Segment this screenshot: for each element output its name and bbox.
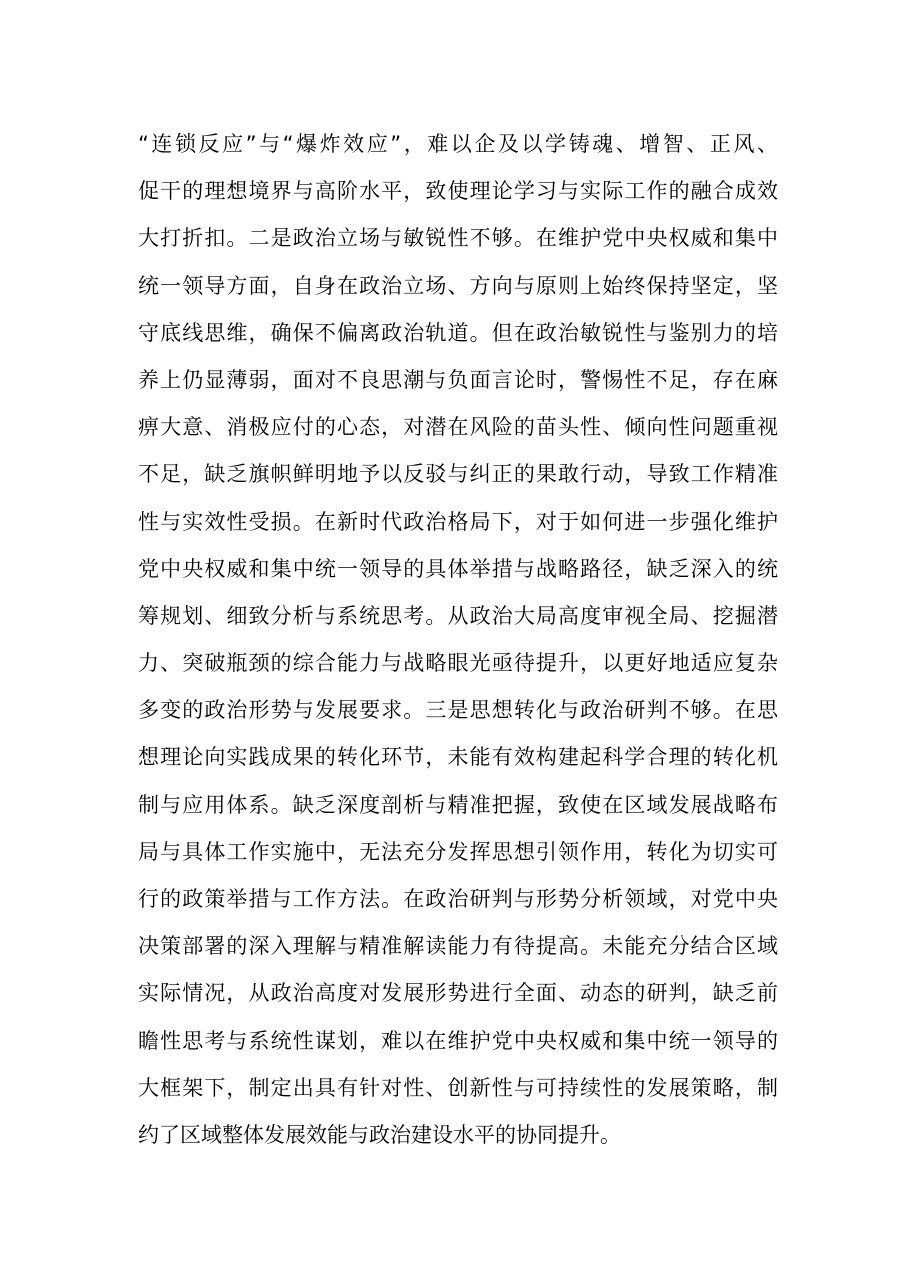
text-line: 大框架下，制定出具有针对性、创新性与可持续性的发展策略，制 [138,1075,778,1100]
text-line: 想理论向实践成果的转化环节，未能有效构建起科学合理的转化机 [138,745,778,770]
text-line: 大打折扣。二是政治立场与敏锐性不够。在维护党中央权威和集中 [138,226,778,251]
text-line: 养上仍显薄弱，面对不良思潮与负面言论时，警惕性不足，存在麻 [138,367,778,392]
text-line: 制与应用体系。缺乏深度剖析与精准把握，致使在区域发展战略布 [138,792,778,817]
text-line: 促干的理想境界与高阶水平，致使理论学习与实际工作的融合成效 [138,179,778,204]
text-line: 实际情况，从政治高度对发展形势进行全面、动态的研判，缺乏前 [138,981,778,1006]
body-paragraph [138,124,778,1162]
text-line: 行的政策举措与工作方法。在政治研判与形势分析领域，对党中央 [138,887,778,911]
text-line: 约了区域整体发展效能与政治建设水平的协同提升。 [138,1122,621,1147]
text-line: 瞻性思考与系统性谋划，难以在维护党中央权威和集中统一领导的 [138,1028,778,1053]
text-line: 多变的政治形势与发展要求。三是思想转化与政治研判不够。在思 [138,698,778,723]
text-line: 不足，缺乏旗帜鲜明地予以反驳与纠正的果敢行动，导致工作精准 [138,462,778,487]
text-line: 痹大意、消极应付的心态，对潜在风险的苗头性、倾向性问题重视 [138,415,778,440]
text-line: 性与实效性受损。在新时代政治格局下，对于如何进一步强化维护 [138,509,778,534]
text-line: 筹规划、细致分析与系统思考。从政治大局高度审视全局、挖掘潜 [138,603,778,628]
text-line: 决策部署的深入理解与精准解读能力有待提高。未能充分结合区域 [138,934,778,959]
text-line: 党中央权威和集中统一领导的具体举措与战略路径，缺乏深入的统 [138,556,778,581]
text-line: “连锁反应”与“爆炸效应”，难以企及以学铸魂、增智、正风、 [138,132,778,156]
text-line: 力、突破瓶颈的综合能力与战略眼光亟待提升，以更好地适应复杂 [138,651,778,676]
text-line: 统一领导方面，自身在政治立场、方向与原则上始终保持坚定，坚 [138,273,778,298]
text-line: 局与具体工作实施中，无法充分发挥思想引领作用，转化为切实可 [138,839,778,864]
text-line: 守底线思维，确保不偏离政治轨道。但在政治敏锐性与鉴别力的培 [138,320,778,345]
